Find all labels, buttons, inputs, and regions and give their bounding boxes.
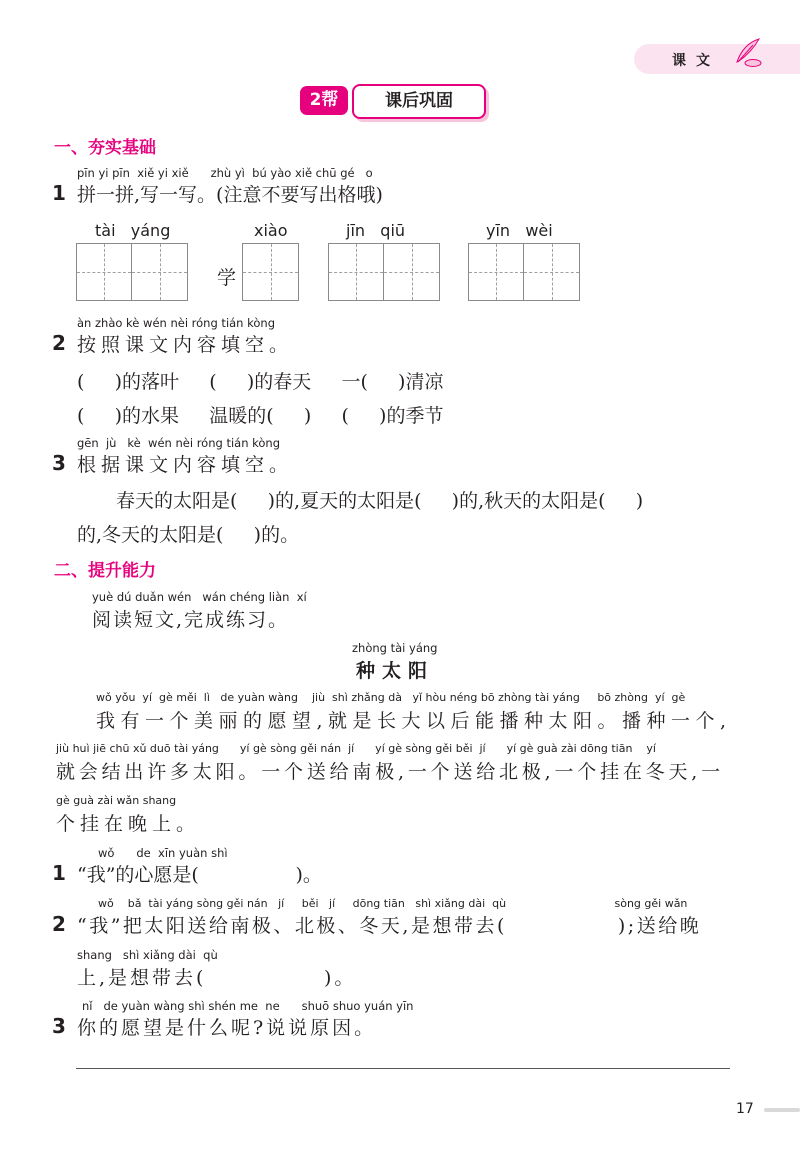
q1-pinyin: pīn yi pīn xiě yi xiě zhù yì bú yào xiě chū gé o [77, 166, 373, 180]
q3-fill-line-2[interactable]: 的,冬天的太阳是( )的。 [77, 524, 300, 546]
passage-line2-pinyin: jiù huì jiē chū xǔ duō tài yáng yí gè sòng gěi nán jí yí gè sòng gěi běi jí yí gè guà zài dōng tiān yí [56, 742, 656, 755]
q2-number: 2 [52, 331, 66, 355]
grid3-pinyin: jīn qiū [346, 221, 406, 240]
q1-number: 1 [52, 181, 66, 205]
grid4-pinyin: yīn wèi [486, 221, 553, 240]
header-tab-label: 课文 [672, 53, 720, 69]
answer-line[interactable] [76, 1068, 730, 1069]
passage-line-3: 个挂在晚上。 [56, 813, 201, 835]
writing-grid-4[interactable] [468, 243, 580, 301]
writing-grid-3[interactable] [328, 243, 440, 301]
rq2-number: 2 [52, 912, 66, 936]
rq3-text: 你的愿望是什么呢?说说原因。 [77, 1017, 377, 1039]
grid2-pinyin: xiào [254, 221, 288, 240]
rq2-pinyin: wǒ bǎ tài yáng sòng gěi nán jí běi jí dōng tiān shì xiǎng dài qù sòng gěi wǎn [98, 897, 688, 910]
passage-title: 种太阳 [356, 660, 435, 682]
writing-grid-1[interactable] [76, 243, 188, 301]
passage-line3-pinyin: gè guà zài wǎn shang [56, 794, 177, 807]
rq3-number: 3 [52, 1014, 66, 1038]
title-badge: 2帮 [300, 86, 348, 115]
writing-grid-2[interactable] [242, 243, 299, 301]
q3-fill-line-1[interactable]: 春天的太阳是( )的,夏天的太阳是( )的,秋天的太阳是( ) [116, 490, 644, 512]
rq2-pinyin-2: shang shì xiǎng dài qù [77, 948, 218, 962]
q3-text: 根据课文内容填空。 [77, 454, 294, 476]
q1-text: 拼一拼,写一写。(注意不要写出格哦) [77, 184, 383, 206]
grid2-prefix-char: 学 [217, 267, 237, 289]
passage-line-1: 我有一个美丽的愿望,就是长大以后能播种太阳。播种一个, [96, 710, 732, 732]
quill-icon [733, 36, 763, 68]
rq2-text-2[interactable]: 上,是想带去( )。 [77, 967, 357, 989]
rq1-number: 1 [52, 861, 66, 885]
page-title: 课后巩固 [352, 84, 486, 119]
section-heading-basic: 一、夯实基础 [54, 138, 156, 158]
rq2-text[interactable]: “我”把太阳送给南极、北极、冬天,是想带去( );送给晚 [77, 915, 702, 937]
q2-fill-row-2[interactable]: ( )的水果 温暖的( ) ( )的季节 [77, 405, 444, 427]
section-heading-improve: 二、提升能力 [54, 561, 156, 581]
q2-fill-row-1[interactable]: ( )的落叶 ( )的春天 一( )清凉 [77, 371, 444, 393]
q2-text: 按照课文内容填空。 [77, 334, 294, 356]
passage-line1-pinyin: wǒ yǒu yí gè měi lì de yuàn wàng jiù shì zhǎng dà yǐ hòu néng bō zhòng tài yáng bō zhòng yí gè [96, 691, 686, 704]
grid1-pinyin: tài yáng [95, 221, 171, 240]
rq1-text[interactable]: “我”的心愿是( )。 [77, 864, 322, 886]
page-number-bar [764, 1108, 800, 1112]
rq3-pinyin: nǐ de yuàn wàng shì shén me ne shuō shuo yuán yīn [82, 999, 414, 1013]
q3-pinyin: gēn jù kè wén nèi róng tián kòng [77, 436, 281, 450]
q3-number: 3 [52, 451, 66, 475]
page-number: 17 [736, 1101, 754, 1117]
rq1-pinyin: wǒ de xīn yuàn shì [98, 846, 228, 860]
reading-instruction: 阅读短文,完成练习。 [92, 609, 290, 631]
passage-line-2: 就会结出许多太阳。一个送给南极,一个送给北极,一个挂在冬天,一 [56, 761, 724, 783]
q2-pinyin: àn zhào kè wén nèi róng tián kòng [77, 316, 275, 330]
reading-instruction-pinyin: yuè dú duǎn wén wán chéng liàn xí [92, 590, 307, 604]
passage-title-pinyin: zhòng tài yáng [352, 641, 438, 655]
